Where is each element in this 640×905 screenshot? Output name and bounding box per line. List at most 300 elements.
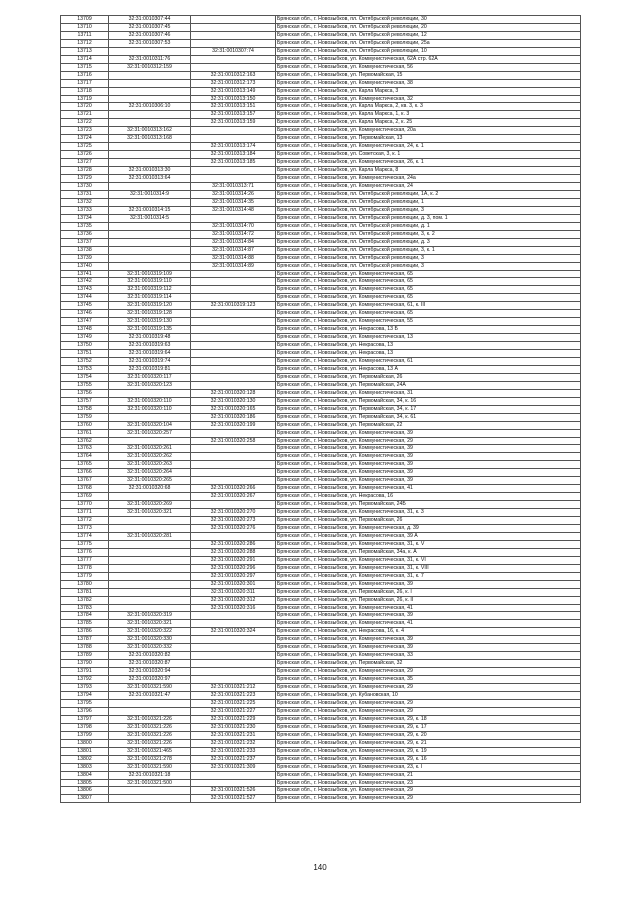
row-number-cell: 13757 — [61, 397, 109, 405]
cadastral-number-2-cell: 32:31:0010320:130 — [191, 397, 276, 405]
cadastral-number-cell: 32:31:0010320:330 — [109, 636, 191, 644]
table-row — [61, 206, 581, 214]
cadastral-number-2-cell: 32:31:0010314:72 — [191, 230, 276, 238]
cadastral-number-cell: 32:31:0010320:68 — [109, 485, 191, 493]
cadastral-number-2-cell — [191, 214, 276, 222]
cadastral-number-2-cell — [191, 55, 276, 63]
table-row — [61, 79, 581, 87]
address-cell: Брянская обл., г. Новозыбков, пл. Октябрьской революции, 1 — [276, 198, 581, 206]
cadastral-number-cell — [109, 198, 191, 206]
cadastral-number-2-cell: 32:31:0010313:174 — [191, 143, 276, 151]
address-cell: Брянская обл., г. Новозыбков, ул. Коммунистическая, 20а — [276, 127, 581, 135]
address-cell: Брянская обл., г. Новозыбков, ул. Коммунистическая, 61, к. III — [276, 302, 581, 310]
registry-table-body — [61, 16, 581, 803]
table-row — [61, 771, 581, 779]
cadastral-number-cell: 32:31:0010319:135 — [109, 326, 191, 334]
cadastral-number-2-cell — [191, 175, 276, 183]
cadastral-number-2-cell: 32:31:0010314:84 — [191, 238, 276, 246]
row-number-cell: 13807 — [61, 795, 109, 803]
row-number-cell: 13787 — [61, 636, 109, 644]
table-row — [61, 127, 581, 135]
cadastral-number-2-cell — [191, 676, 276, 684]
cadastral-number-cell: 32:31:0010313:64 — [109, 175, 191, 183]
address-cell: Брянская обл., г. Новозыбков, ул. Коммунистическая, 41 — [276, 604, 581, 612]
cadastral-number-2-cell: 32:31:0010321:232 — [191, 739, 276, 747]
row-number-cell: 13784 — [61, 612, 109, 620]
cadastral-number-2-cell: 32:31:0010312:173 — [191, 79, 276, 87]
cadastral-number-cell — [109, 413, 191, 421]
table-row — [61, 564, 581, 572]
row-number-cell: 13776 — [61, 548, 109, 556]
table-row — [61, 644, 581, 652]
address-cell: Брянская обл., г. Новозыбков, ул. Коммунистическая, 39 — [276, 429, 581, 437]
cadastral-number-2-cell: 32:31:0010320:311 — [191, 588, 276, 596]
row-number-cell: 13759 — [61, 413, 109, 421]
table-row — [61, 707, 581, 715]
cadastral-number-2-cell: 32:31:0010320:186 — [191, 413, 276, 421]
row-number-cell: 13719 — [61, 95, 109, 103]
cadastral-number-2-cell: 32:31:0010321:231 — [191, 731, 276, 739]
cadastral-number-cell: 32:31:0010320:104 — [109, 421, 191, 429]
cadastral-number-cell: 32:31:0010319:81 — [109, 365, 191, 373]
address-cell: Брянская обл., г. Новозыбков, пл. Октябрьской революции, 10 — [276, 47, 581, 55]
cadastral-number-2-cell: 32:31:0010320:296 — [191, 564, 276, 572]
cadastral-number-2-cell: 32:31:0010319:123 — [191, 302, 276, 310]
cadastral-number-cell: 32:31:0010320:321 — [109, 620, 191, 628]
table-row — [61, 238, 581, 246]
address-cell: Брянская обл., г. Новозыбков, ул. Некрасова, 13 А — [276, 365, 581, 373]
address-cell: Брянская обл., г. Новозыбков, ул. Коммунистическая, 39 — [276, 580, 581, 588]
row-number-cell: 13774 — [61, 532, 109, 540]
address-cell: Брянская обл., г. Новозыбков, ул. Коммунистическая, 41 — [276, 620, 581, 628]
address-cell: Брянская обл., г. Новозыбков, ул. Первомайская, 34, к. 16 — [276, 397, 581, 405]
address-cell: Брянская обл., г. Новозыбков, пл. Октябрьской революции, 3 — [276, 206, 581, 214]
row-number-cell: 13730 — [61, 183, 109, 191]
table-row — [61, 421, 581, 429]
cadastral-number-2-cell — [191, 636, 276, 644]
table-row — [61, 302, 581, 310]
row-number-cell: 13779 — [61, 572, 109, 580]
cadastral-number-cell: 32:31:0010321:226 — [109, 723, 191, 731]
cadastral-number-cell — [109, 238, 191, 246]
address-cell: Брянская обл., г. Новозыбков, ул. Коммунистическая, 31, к. V — [276, 540, 581, 548]
address-cell: Брянская обл., г. Новозыбков, ул. Карла Маркса, 1, к. 3 — [276, 111, 581, 119]
cadastral-number-2-cell — [191, 39, 276, 47]
cadastral-number-2-cell: 32:31:0010313:157 — [191, 111, 276, 119]
row-number-cell: 13770 — [61, 501, 109, 509]
address-cell: Брянская обл., г. Новозыбков, ул. Коммунистическая, 29, к. 21 — [276, 739, 581, 747]
row-number-cell: 13725 — [61, 143, 109, 151]
table-row — [61, 779, 581, 787]
cadastral-number-cell — [109, 437, 191, 445]
table-row — [61, 723, 581, 731]
address-cell: Брянская обл., г. Новозыбков, пл. Октябрьской революции, д. 3, пом. 1 — [276, 214, 581, 222]
row-number-cell: 13781 — [61, 588, 109, 596]
cadastral-number-2-cell: 32:31:0010320:266 — [191, 485, 276, 493]
row-number-cell: 13718 — [61, 87, 109, 95]
cadastral-number-cell: 32:31:0010321:226 — [109, 731, 191, 739]
cadastral-number-2-cell — [191, 342, 276, 350]
row-number-cell: 13724 — [61, 135, 109, 143]
row-number-cell: 13734 — [61, 214, 109, 222]
cadastral-number-2-cell — [191, 644, 276, 652]
row-number-cell: 13753 — [61, 365, 109, 373]
address-cell: Брянская обл., г. Новозыбков, ул. Коммунистическая, 62А стр. 62А — [276, 55, 581, 63]
address-cell: Брянская обл., г. Новозыбков, ул. Коммунистическая, 39 — [276, 453, 581, 461]
address-cell: Брянская обл., г. Новозыбков, ул. Коммунистическая, 24а — [276, 175, 581, 183]
address-cell: Брянская обл., г. Новозыбков, ул. Коммунистическая, 31, к. VIII — [276, 564, 581, 572]
cadastral-number-2-cell: 32:31:0010313:150 — [191, 95, 276, 103]
address-cell: Брянская обл., г. Новозыбков, ул. Кубановская, 10 — [276, 692, 581, 700]
address-cell: Брянская обл., г. Новозыбков, ул. Коммунистическая, 65 — [276, 270, 581, 278]
table-row — [61, 254, 581, 262]
cadastral-number-cell: 32:31:0010321:226 — [109, 715, 191, 723]
cadastral-number-cell: 32:31:0010312:159 — [109, 63, 191, 71]
cadastral-number-2-cell: 32:31:0010320:312 — [191, 596, 276, 604]
table-row — [61, 55, 581, 63]
cadastral-number-cell — [109, 580, 191, 588]
table-row — [61, 795, 581, 803]
row-number-cell: 13803 — [61, 763, 109, 771]
table-row — [61, 485, 581, 493]
table-row — [61, 318, 581, 326]
address-cell: Брянская обл., г. Новозыбков, ул. Коммунистическая, 39 — [276, 469, 581, 477]
address-cell: Брянская обл., г. Новозыбков, ул. Карла Маркса, 2, к. 25 — [276, 119, 581, 127]
address-cell: Брянская обл., г. Новозыбков, пл. Октябрьской революции, 3, к. 1 — [276, 246, 581, 254]
cadastral-number-2-cell: 32:31:0010320:276 — [191, 525, 276, 533]
cadastral-number-cell — [109, 95, 191, 103]
row-number-cell: 13739 — [61, 254, 109, 262]
cadastral-number-2-cell: 32:31:0010314:48 — [191, 206, 276, 214]
row-number-cell: 13783 — [61, 604, 109, 612]
table-row — [61, 676, 581, 684]
cadastral-number-cell: 32:31:0010319:48 — [109, 334, 191, 342]
table-row — [61, 604, 581, 612]
row-number-cell: 13749 — [61, 334, 109, 342]
table-row — [61, 493, 581, 501]
cadastral-number-cell — [109, 87, 191, 95]
cadastral-number-2-cell — [191, 310, 276, 318]
cadastral-number-cell — [109, 604, 191, 612]
cadastral-number-2-cell: 32:31:0010312:163 — [191, 71, 276, 79]
address-cell: Брянская обл., г. Новозыбков, ул. Некрасова, 13 — [276, 342, 581, 350]
row-number-cell: 13794 — [61, 692, 109, 700]
table-row — [61, 16, 581, 24]
table-row — [61, 509, 581, 517]
row-number-cell: 13789 — [61, 652, 109, 660]
table-row — [61, 628, 581, 636]
table-row — [61, 278, 581, 286]
table-row — [61, 119, 581, 127]
row-number-cell: 13771 — [61, 509, 109, 517]
table-row — [61, 747, 581, 755]
cadastral-number-cell: 32:31:0010319:110 — [109, 278, 191, 286]
cadastral-number-2-cell — [191, 357, 276, 365]
row-number-cell: 13800 — [61, 739, 109, 747]
row-number-cell: 13806 — [61, 787, 109, 795]
row-number-cell: 13748 — [61, 326, 109, 334]
table-row — [61, 95, 581, 103]
cadastral-number-2-cell: 32:31:0010320:288 — [191, 548, 276, 556]
cadastral-number-2-cell: 32:31:0010321:230 — [191, 723, 276, 731]
table-row — [61, 413, 581, 421]
cadastral-number-2-cell: 32:31:0010314:88 — [191, 254, 276, 262]
address-cell: Брянская обл., г. Новозыбков, ул. Коммунистическая, 29 — [276, 437, 581, 445]
table-row — [61, 246, 581, 254]
address-cell: Брянская обл., г. Новозыбков, ул. Коммунистическая, 29 — [276, 795, 581, 803]
cadastral-number-2-cell — [191, 612, 276, 620]
table-row — [61, 310, 581, 318]
row-number-cell: 13804 — [61, 771, 109, 779]
cadastral-number-cell: 32:31:0010319:130 — [109, 318, 191, 326]
row-number-cell: 13802 — [61, 755, 109, 763]
cadastral-number-cell: 32:31:0010320:110 — [109, 405, 191, 413]
table-row — [61, 660, 581, 668]
cadastral-number-cell: 32:31:0010320:264 — [109, 469, 191, 477]
cadastral-number-cell: 32:31:0010320:97 — [109, 676, 191, 684]
table-row — [61, 612, 581, 620]
row-number-cell: 13801 — [61, 747, 109, 755]
table-row — [61, 87, 581, 95]
address-cell: Брянская обл., г. Новозыбков, ул. Коммунистическая, 24, к. 1 — [276, 143, 581, 151]
cadastral-number-2-cell: 32:31:0010321:527 — [191, 795, 276, 803]
cadastral-number-2-cell — [191, 620, 276, 628]
row-number-cell: 13752 — [61, 357, 109, 365]
row-number-cell: 13740 — [61, 262, 109, 270]
address-cell: Брянская обл., г. Новозыбков, ул. Некрасова, 16 — [276, 493, 581, 501]
cadastral-number-cell — [109, 389, 191, 397]
row-number-cell: 13720 — [61, 103, 109, 111]
address-cell: Брянская обл., г. Новозыбков, ул. Коммунистическая, 29 — [276, 668, 581, 676]
cadastral-number-2-cell — [191, 278, 276, 286]
cadastral-number-cell: 32:31:0010321:500 — [109, 779, 191, 787]
cadastral-number-2-cell — [191, 469, 276, 477]
cadastral-number-2-cell — [191, 326, 276, 334]
cadastral-number-cell — [109, 795, 191, 803]
address-cell: Брянская обл., г. Новозыбков, ул. Коммунистическая, 24 — [276, 183, 581, 191]
cadastral-number-2-cell: 32:31:0010320:301 — [191, 580, 276, 588]
cadastral-number-cell: 32:31:0010320:110 — [109, 397, 191, 405]
table-row — [61, 143, 581, 151]
address-cell: Брянская обл., г. Новозыбков, ул. Некрасова, 16, к. 4 — [276, 628, 581, 636]
table-row — [61, 326, 581, 334]
cadastral-number-cell: 32:31:0010320:117 — [109, 373, 191, 381]
address-cell: Брянская обл., г. Новозыбков, ул. Первомайская, 22 — [276, 421, 581, 429]
row-number-cell: 13737 — [61, 238, 109, 246]
row-number-cell: 13723 — [61, 127, 109, 135]
row-number-cell: 13799 — [61, 731, 109, 739]
table-row — [61, 31, 581, 39]
address-cell: Брянская обл., г. Новозыбков, пл. Октябрьской революции, 1А, к. 2 — [276, 190, 581, 198]
address-cell: Брянская обл., г. Новозыбков, ул. Коммунистическая, 39 — [276, 612, 581, 620]
address-cell: Брянская обл., г. Новозыбков, ул. Коммунистическая, 32 — [276, 95, 581, 103]
table-row — [61, 111, 581, 119]
cadastral-number-cell — [109, 517, 191, 525]
address-cell: Брянская обл., г. Новозыбков, ул. Коммунистическая, 33 — [276, 652, 581, 660]
table-row — [61, 684, 581, 692]
cadastral-number-cell: 32:31:0010320:82 — [109, 652, 191, 660]
row-number-cell: 13795 — [61, 699, 109, 707]
cadastral-number-2-cell: 32:31:0010320:199 — [191, 421, 276, 429]
cadastral-number-cell: 32:31:0010321:465 — [109, 747, 191, 755]
address-cell: Брянская обл., г. Новозыбков, пл. Октябрьской революции, 25а — [276, 39, 581, 47]
cadastral-number-cell: 32:31:0010319:128 — [109, 310, 191, 318]
cadastral-number-cell: 32:31:0010320:332 — [109, 644, 191, 652]
cadastral-number-cell — [109, 707, 191, 715]
table-row — [61, 525, 581, 533]
table-row — [61, 715, 581, 723]
table-row — [61, 453, 581, 461]
address-cell: Брянская обл., г. Новозыбков, ул. Коммунистическая, 29, к. 19 — [276, 747, 581, 755]
row-number-cell: 13747 — [61, 318, 109, 326]
cadastral-number-cell — [109, 254, 191, 262]
cadastral-number-2-cell: 32:31:0010320:286 — [191, 540, 276, 548]
address-cell: Брянская обл., г. Новозыбков, ул. Коммунистическая, 29, к. 17 — [276, 723, 581, 731]
address-cell: Брянская обл., г. Новозыбков, ул. Первомайская, 24А — [276, 381, 581, 389]
cadastral-number-2-cell — [191, 334, 276, 342]
cadastral-number-2-cell: 32:31:0010320:267 — [191, 493, 276, 501]
cadastral-number-2-cell: 32:31:0010313:149 — [191, 87, 276, 95]
address-cell: Брянская обл., г. Новозыбков, ул. Коммунистическая, 29, к. 16 — [276, 755, 581, 763]
cadastral-number-cell: 32:31:0010319:114 — [109, 294, 191, 302]
cadastral-number-cell — [109, 548, 191, 556]
table-row — [61, 692, 581, 700]
cadastral-number-2-cell: 32:31:0010320:316 — [191, 604, 276, 612]
cadastral-number-cell — [109, 540, 191, 548]
cadastral-number-2-cell — [191, 429, 276, 437]
cadastral-number-cell: 32:31:0010314:5 — [109, 214, 191, 222]
cadastral-number-2-cell: 32:31:0010321:225 — [191, 699, 276, 707]
row-number-cell: 13714 — [61, 55, 109, 63]
cadastral-number-2-cell — [191, 660, 276, 668]
cadastral-number-2-cell: 32:31:0010314:70 — [191, 222, 276, 230]
table-row — [61, 334, 581, 342]
row-number-cell: 13792 — [61, 676, 109, 684]
table-row — [61, 262, 581, 270]
row-number-cell: 13733 — [61, 206, 109, 214]
cadastral-number-cell: 32:31:0010319:74 — [109, 357, 191, 365]
row-number-cell: 13760 — [61, 421, 109, 429]
cadastral-number-cell: 32:31:0010313:168 — [109, 135, 191, 143]
row-number-cell: 13745 — [61, 302, 109, 310]
cadastral-number-cell: 32:31:0010320:94 — [109, 668, 191, 676]
address-cell: Брянская обл., г. Новозыбков, ул. Карла Маркса, 3 — [276, 87, 581, 95]
table-row — [61, 620, 581, 628]
cadastral-number-2-cell: 32:31:0010313:151 — [191, 103, 276, 111]
cadastral-number-2-cell — [191, 477, 276, 485]
address-cell: Брянская обл., г. Новозыбков, ул. Первомайская, 26 — [276, 373, 581, 381]
row-number-cell: 13711 — [61, 31, 109, 39]
address-cell: Брянская обл., г. Новозыбков, ул. Первомайская, 26, к. II — [276, 596, 581, 604]
table-row — [61, 517, 581, 525]
cadastral-number-2-cell — [191, 350, 276, 358]
table-row — [61, 350, 581, 358]
cadastral-number-cell: 32:31:0010320:269 — [109, 501, 191, 509]
cadastral-number-2-cell — [191, 445, 276, 453]
cadastral-number-cell: 32:31:0010306:10 — [109, 103, 191, 111]
address-cell: Брянская обл., г. Новозыбков, ул. Коммунистическая, 29 — [276, 707, 581, 715]
row-number-cell: 13741 — [61, 270, 109, 278]
row-number-cell: 13716 — [61, 71, 109, 79]
cadastral-number-cell — [109, 71, 191, 79]
cadastral-number-cell: 32:31:0010320:322 — [109, 628, 191, 636]
row-number-cell: 13780 — [61, 580, 109, 588]
cadastral-number-cell: 32:31:0010320:261 — [109, 445, 191, 453]
cadastral-number-2-cell — [191, 270, 276, 278]
row-number-cell: 13717 — [61, 79, 109, 87]
table-row — [61, 652, 581, 660]
cadastral-number-cell: 32:31:0010319:109 — [109, 270, 191, 278]
table-row — [61, 47, 581, 55]
address-cell: Брянская обл., г. Новозыбков, ул. Коммунистическая, 21 — [276, 771, 581, 779]
row-number-cell: 13772 — [61, 517, 109, 525]
address-cell: Брянская обл., г. Новозыбков, ул. Коммунистическая, 65 — [276, 278, 581, 286]
row-number-cell: 13735 — [61, 222, 109, 230]
table-row — [61, 151, 581, 159]
row-number-cell: 13762 — [61, 437, 109, 445]
row-number-cell: 13765 — [61, 461, 109, 469]
cadastral-number-2-cell — [191, 461, 276, 469]
address-cell: Брянская обл., г. Новозыбков, ул. Первомайская, 24Б — [276, 501, 581, 509]
table-row — [61, 159, 581, 167]
row-number-cell: 13715 — [61, 63, 109, 71]
cadastral-number-2-cell: 32:31:0010321:229 — [191, 715, 276, 723]
cadastral-number-cell: 32:31:0010314:9 — [109, 190, 191, 198]
table-row — [61, 699, 581, 707]
cadastral-number-2-cell: 32:31:0010320:273 — [191, 517, 276, 525]
cadastral-number-2-cell: 32:31:0010321:227 — [191, 707, 276, 715]
address-cell: Брянская обл., г. Новозыбков, ул. Коммунистическая, 26, к. 1 — [276, 159, 581, 167]
cadastral-number-cell — [109, 159, 191, 167]
address-cell: Брянская обл., г. Новозыбков, пл. Октябрьской революции, 20 — [276, 23, 581, 31]
address-cell: Брянская обл., г. Новозыбков, ул. Карла Маркса, 8 — [276, 167, 581, 175]
cadastral-number-cell — [109, 588, 191, 596]
cadastral-number-2-cell: 32:31:0010320:270 — [191, 509, 276, 517]
cadastral-number-cell: 32:31:0010320:321 — [109, 509, 191, 517]
cadastral-number-cell: 32:31:0010307:44 — [109, 16, 191, 24]
cadastral-number-2-cell — [191, 779, 276, 787]
cadastral-number-2-cell — [191, 381, 276, 389]
table-row — [61, 175, 581, 183]
row-number-cell: 13763 — [61, 445, 109, 453]
table-row — [61, 198, 581, 206]
address-cell: Брянская обл., г. Новозыбков, ул. Некрасова, 13 Б — [276, 326, 581, 334]
address-cell: Брянская обл., г. Новозыбков, ул. Коммунистическая, 65 — [276, 294, 581, 302]
address-cell: Брянская обл., г. Новозыбков, пл. Октябрьской революции, 12 — [276, 31, 581, 39]
address-cell: Брянская обл., г. Новозыбков, пл. Октябрьской революции, д. 1 — [276, 222, 581, 230]
table-row — [61, 572, 581, 580]
cadastral-number-2-cell: 32:31:0010314:35 — [191, 198, 276, 206]
cadastral-number-2-cell: 32:31:0010313:184 — [191, 151, 276, 159]
address-cell: Брянская обл., г. Новозыбков, ул. Коммунистическая, 31, к. 3 — [276, 509, 581, 517]
address-cell: Брянская обл., г. Новозыбков, ул. Коммунистическая, 61 — [276, 357, 581, 365]
address-cell: Брянская обл., г. Новозыбков, ул. Советская, 3, к. 1 — [276, 151, 581, 159]
row-number-cell: 13709 — [61, 16, 109, 24]
table-row — [61, 532, 581, 540]
row-number-cell: 13766 — [61, 469, 109, 477]
cadastral-number-2-cell — [191, 135, 276, 143]
cadastral-number-cell: 32:31:0010307:53 — [109, 39, 191, 47]
row-number-cell: 13798 — [61, 723, 109, 731]
cadastral-number-cell: 32:31:0010320:87 — [109, 660, 191, 668]
cadastral-number-2-cell — [191, 167, 276, 175]
cadastral-number-2-cell: 32:31:0010307:74 — [191, 47, 276, 55]
table-row — [61, 381, 581, 389]
row-number-cell: 13746 — [61, 310, 109, 318]
row-number-cell: 13736 — [61, 230, 109, 238]
address-cell: Брянская обл., г. Новозыбков, ул. Коммунистическая, 39 — [276, 644, 581, 652]
table-row — [61, 23, 581, 31]
